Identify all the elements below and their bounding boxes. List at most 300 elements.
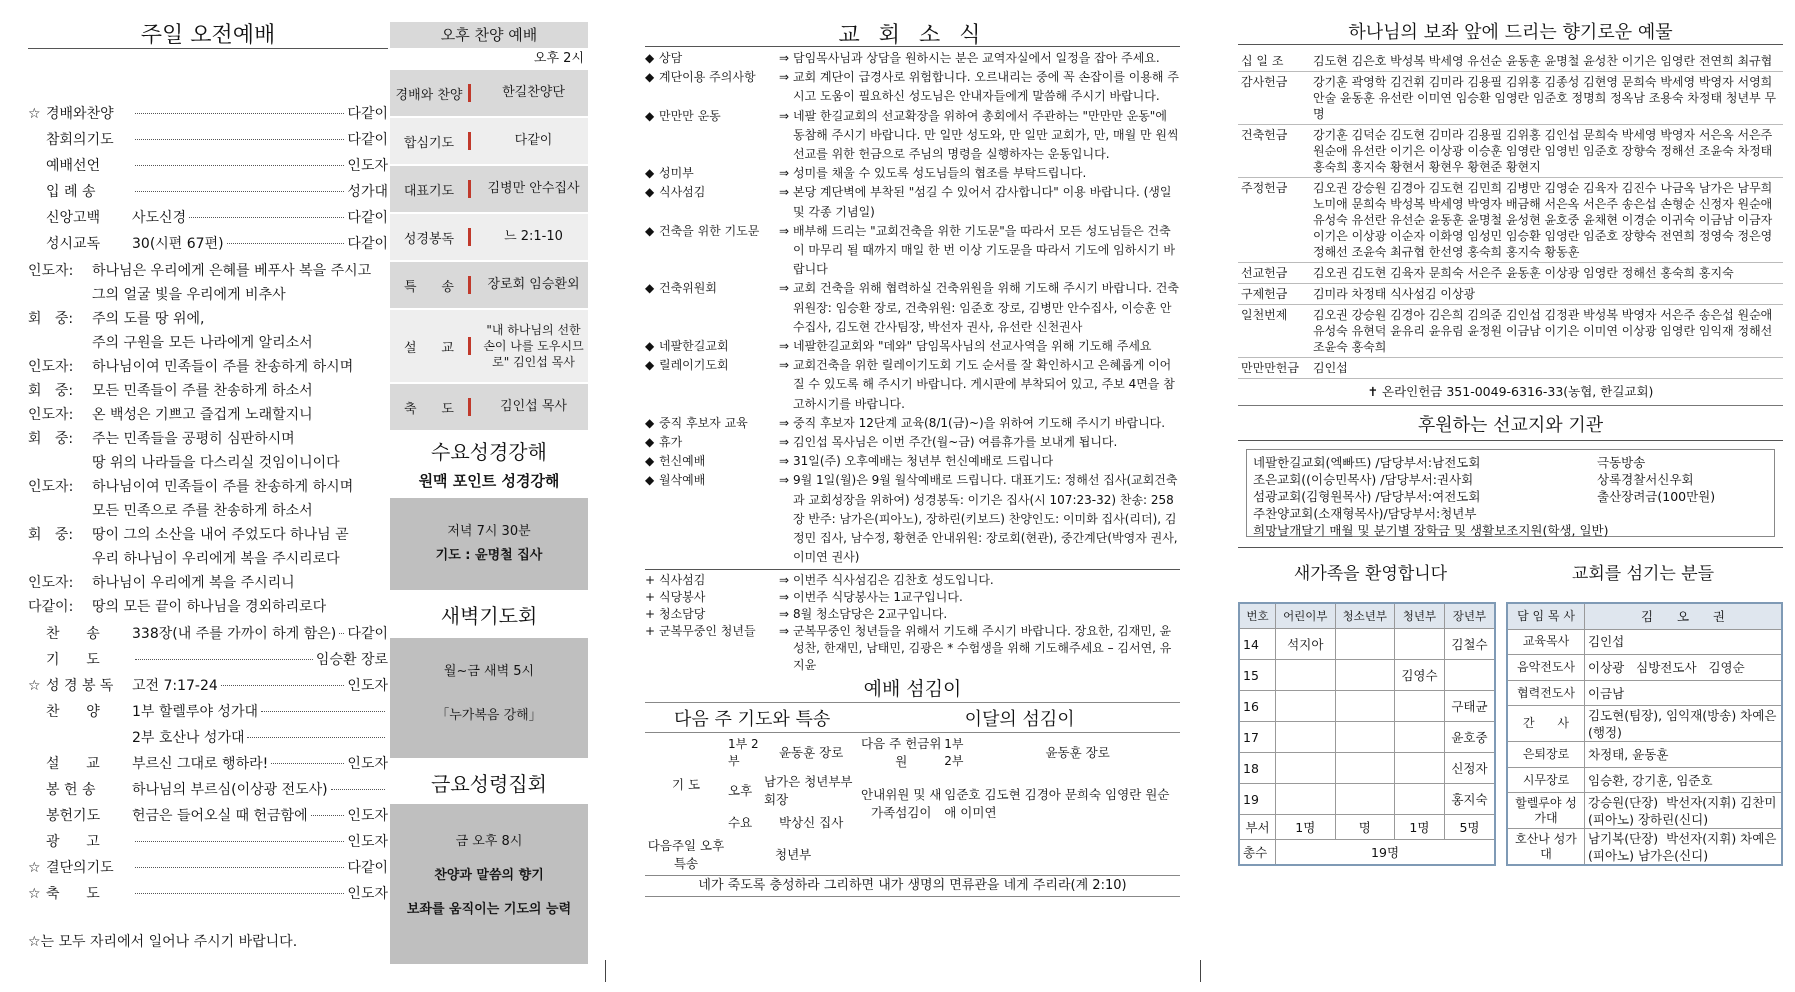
reading-text: 하나님이여 민족들이 주를 찬송하게 하시며 — [92, 479, 354, 495]
reading-line — [28, 331, 388, 355]
reading-speaker: 인도자: — [28, 359, 74, 375]
offering-row — [1238, 125, 1783, 178]
news-item — [645, 183, 1180, 221]
reading-line — [28, 307, 388, 331]
column-separator — [605, 960, 606, 982]
order-leader: 인도자 — [347, 158, 388, 174]
staff-row — [1507, 680, 1782, 706]
wed-box — [390, 498, 588, 590]
order-row — [28, 675, 388, 701]
fri-subtitle2: 보좌를 움직이는 기도의 능력 — [406, 902, 572, 917]
offering-row — [1238, 358, 1783, 379]
order-value: 338장(내 주를 가까이 하게 함은) — [132, 626, 337, 642]
offering-panel — [1238, 18, 1783, 958]
news-bullet: ◆ — [645, 185, 655, 200]
news-text: 중직 후보자 12단계 교육(8/1(금)~)을 위하여 기도해 주시기 바랍니다. — [793, 415, 1166, 430]
reading-text: 하나님이여 민족들이 주를 찬송하게 하시며 — [92, 359, 354, 375]
leader-dots — [135, 191, 344, 192]
prayer-name: 남가은 청년부부회장 — [764, 774, 853, 808]
table-row — [1239, 784, 1495, 815]
reading-text: 우리 하나님이 우리에게 복을 주시리로다 — [92, 551, 340, 567]
order-label: 성 경 봉 독 — [46, 678, 114, 694]
afternoon-label: 축 도 — [404, 401, 454, 417]
order-leader: 인도자 — [347, 886, 388, 902]
staff-names: 임승환, 강기훈, 임준호 — [1585, 767, 1783, 793]
order-leader: 임승환 장로 — [315, 652, 388, 668]
news-topic: 네팔한길교회 — [659, 339, 729, 354]
table-cell — [1276, 722, 1335, 753]
news-text: 9월 1일(월)은 9월 월삭예배로 드립니다. 대표기도: 정해선 집사(교회건축과 교회성장을 위하여) 성경봉독: 이기은 집사(시 107:23-32) 찬송: 258장 반주: 남가은(피아노), 장하린(키보드) 찬양인도: 이미화 집사(리더), 김정민 집사, 남수정, 황현준 안내위원: 장로회(현관), 중간계단(박영자 권사, 이미연 권사) — [793, 473, 1178, 565]
arrow-icon: ⇒ — [779, 590, 790, 605]
order-label: 찬 양 — [46, 704, 100, 720]
leader-dots — [221, 685, 345, 686]
table-cell: 5명 — [1444, 815, 1495, 840]
offering-type: 일천번제 — [1238, 305, 1310, 358]
reading-speaker: 다같이: — [28, 599, 74, 615]
order-leader: 다같이 — [347, 860, 388, 876]
table-row — [1239, 722, 1495, 753]
afternoon-label: 경배와 찬양 — [395, 87, 463, 103]
order-value: 사도신경 — [132, 210, 187, 226]
offering-type: 십 일 조 — [1238, 51, 1310, 72]
order-label: 경배와찬양 — [46, 106, 114, 122]
order-label: 축 도 — [46, 886, 100, 902]
offering-names: 김오권 김도현 김육자 문희숙 서은주 윤동훈 이상광 임영란 정해선 홍숙희 홍지숙 — [1310, 263, 1783, 284]
dawn-box — [390, 638, 588, 758]
reading-speaker: 인도자: — [28, 263, 74, 279]
afternoon-label: 특 송 — [404, 279, 454, 295]
offering-type: 건축헌금 — [1238, 125, 1310, 178]
staff-row — [1507, 793, 1782, 829]
fri-time: 금 오후 8시 — [455, 834, 523, 849]
afternoon-row — [390, 118, 588, 164]
order-value: 헌금은 들어오실 때 헌금함에 — [132, 808, 308, 824]
order-row — [28, 155, 388, 181]
staff-names: 이금남 — [1585, 680, 1783, 706]
news-bullet: ◆ — [645, 281, 655, 296]
leader-dots — [331, 789, 385, 790]
staff-names: 김인섭 — [1585, 629, 1783, 655]
column-header: 번호 — [1239, 603, 1276, 629]
mission-item: 출산장려금(100만원) — [1597, 489, 1716, 504]
news-bullet: ◆ — [645, 339, 655, 354]
order-label: 광 고 — [46, 834, 100, 850]
leader-dots — [189, 217, 344, 218]
reading-text: 주는 민족들을 공평히 심판하시며 — [92, 431, 295, 447]
table-cell: 1명 — [1394, 815, 1444, 840]
reading-text: 땅의 모든 끝이 하나님을 경외하리로다 — [92, 599, 327, 615]
afternoon-label: 설 교 — [404, 340, 454, 356]
news-topic: 식사섬김 — [659, 573, 706, 588]
news-text: 배부해 드리는 "교회건축을 위한 기도문"을 따라서 모든 성도님들은 건축이 마무리 될 때까지 매일 한 번 이상 기도문을 따라서 기도에 임하시기 바랍니다 — [793, 223, 1175, 277]
arrow-icon: ⇒ — [779, 473, 790, 488]
order-leader: 다같이 — [347, 236, 388, 252]
afternoon-value: 김병만 안수집사 — [487, 181, 580, 196]
table-cell: 1명 — [1276, 815, 1335, 840]
news-list-2 — [645, 572, 1180, 674]
leader-dots — [271, 763, 344, 764]
offering-type: 감사헌금 — [1238, 72, 1310, 125]
afternoon-label: 합심기도 — [403, 135, 455, 151]
order-row — [28, 181, 388, 207]
leader-dots — [135, 113, 344, 114]
order-label: 결단의기도 — [46, 860, 114, 876]
news-bullet: ◆ — [645, 51, 655, 65]
special-name: 청년부 — [775, 847, 812, 863]
order-value: 1부 할렐루야 성가대 — [132, 704, 258, 720]
serve-title: 예배 섬김이 — [863, 678, 962, 701]
news-list — [645, 49, 1180, 567]
news-item — [645, 49, 1180, 68]
news-topic: 릴레이기도회 — [659, 358, 729, 373]
table-cell — [1335, 691, 1394, 722]
table-cell — [1335, 660, 1394, 691]
order-row — [28, 779, 388, 805]
news-bullet: + — [645, 573, 656, 588]
order-mark: ☆ — [28, 106, 41, 122]
offering-row — [1238, 72, 1783, 125]
arrow-icon: ⇒ — [779, 454, 790, 469]
news-text: 이번주 식당봉사는 1교구입니다. — [793, 590, 963, 605]
arrow-icon: ⇒ — [779, 435, 790, 450]
staff-role: 교육목사 — [1507, 629, 1585, 655]
news-text: 본당 계단벽에 부착된 "섬길 수 있어서 감사합니다" 이용 바랍니다. (생일 및 각종 기념일) — [793, 185, 1172, 219]
afternoon-value: "내 하나님의 선한 손이 나를 도우시므로" 김인섭 목사 — [483, 323, 584, 369]
staff-row — [1507, 829, 1782, 865]
leader-dots — [135, 139, 344, 140]
verse: 네가 죽도록 충성하라 그리하면 내가 생명의 면류관을 네게 주리라(계 2:10) — [645, 875, 1180, 897]
table-cell: 윤호중 — [1444, 722, 1495, 753]
order-row — [28, 623, 388, 649]
divider — [645, 569, 1180, 570]
afternoon-label: 성경봉독 — [403, 231, 455, 247]
table-cell: 김영수 — [1394, 660, 1444, 691]
staff-names: 김도현(팀장), 임익재(방송) 차예은(행정) — [1585, 706, 1783, 742]
staff-role: 은퇴장로 — [1507, 742, 1585, 768]
offering-row — [1238, 305, 1783, 358]
news-item — [645, 279, 1180, 337]
news-bullet: ◆ — [645, 358, 655, 373]
news-bullet: ◆ — [645, 454, 655, 469]
mission-box — [1246, 449, 1775, 537]
table-header — [1239, 603, 1495, 629]
arrow-icon: ⇒ — [779, 415, 790, 430]
staff-role: 협력전도사 — [1507, 680, 1585, 706]
reading-line — [28, 451, 388, 475]
table-cell: 총수 — [1239, 840, 1276, 866]
table-cell: 신정자 — [1444, 753, 1495, 784]
offer-name: 윤동훈 장로 — [1045, 745, 1110, 761]
divider-bar — [468, 337, 471, 355]
arrow-icon: ⇒ — [779, 166, 790, 181]
news-bullet: ◆ — [645, 223, 655, 238]
arrow-icon: ⇒ — [779, 573, 790, 588]
order-row — [28, 207, 388, 233]
staff-row — [1507, 629, 1782, 655]
staff-names: 차정태, 윤동훈 — [1585, 742, 1783, 768]
arrow-icon: ⇒ — [779, 281, 790, 296]
order-leader: 다같이 — [347, 132, 388, 148]
afternoon-value: 김인섭 목사 — [500, 399, 567, 414]
order-label: 신앙고백 — [46, 210, 101, 226]
wed-prayer: 기도 : 윤명철 집사 — [435, 548, 543, 563]
afternoon-value: 장로회 임승환외 — [487, 277, 580, 292]
leader-dots — [135, 165, 344, 166]
divider-bar — [468, 84, 471, 102]
divider — [1238, 44, 1783, 45]
news-topic: 휴가 — [659, 435, 683, 450]
reading-speaker: 인도자: — [28, 479, 74, 495]
order-leader: 다같이 — [347, 626, 388, 642]
order-value: 부르신 그대로 행하라! — [132, 756, 269, 772]
news-item — [645, 414, 1180, 433]
order-row — [28, 649, 388, 675]
order-row — [28, 727, 388, 753]
afternoon-time: 오후 2시 — [533, 51, 584, 66]
afternoon-sidebar — [390, 22, 588, 960]
news-topic: 월삭예배 — [659, 473, 706, 488]
news-bullet: ◆ — [645, 166, 655, 181]
afternoon-row — [390, 70, 588, 116]
afternoon-value: 느 2:1-10 — [504, 229, 563, 244]
news-text: 교회 건축을 위해 협력하실 건축위원을 위해 기도해 주시기 바랍니다. 건축위원장: 임승환 장로, 건축위원: 임준호 장로, 김병만 안수집사, 이승훈 안수집사, 김도현 간사팀장, 박선자 권사, 유선란 신천권사 — [793, 281, 1179, 334]
reading-line — [28, 427, 388, 451]
mission-item: 상록경찰서신우회 — [1597, 472, 1694, 487]
prayer-name: 윤동훈 장로 — [778, 745, 844, 761]
reading-text: 하나님은 우리에게 은혜를 베푸사 복을 주시고 — [92, 263, 372, 279]
reading-line — [28, 595, 388, 619]
dawn-time: 월~금 새벽 5시 — [443, 664, 535, 679]
online-offering: ✝ 온라인헌금 351-0049-6316-33(농협, 한길교회) — [1238, 379, 1783, 406]
news-bullet: ◆ — [645, 108, 655, 123]
order-value: 30(시편 67편) — [132, 236, 224, 252]
newcomers-table — [1238, 602, 1496, 866]
subtotal-row — [1239, 815, 1495, 840]
news-bullet: + — [645, 590, 656, 605]
staff-names: 이상광 심방전도사 김영순 — [1585, 655, 1783, 681]
arrow-icon: ⇒ — [779, 108, 790, 123]
news-topic: 청소담당 — [659, 607, 706, 622]
offering-table — [1238, 51, 1783, 379]
table-cell — [1276, 753, 1335, 784]
news-topic: 중직 후보자 교육 — [659, 415, 748, 430]
mission-item: 극동방송 — [1597, 455, 1646, 470]
table-cell — [1444, 660, 1495, 691]
afternoon-value: 다같이 — [514, 133, 553, 148]
order-leader: 인도자 — [347, 756, 388, 772]
arrow-icon: ⇒ — [779, 70, 790, 85]
leader-dots — [247, 737, 385, 738]
responsive-reading — [28, 259, 388, 619]
reading-speaker: 인도자: — [28, 407, 74, 423]
mission-item: 섬광교회(김형원목사) /담당부서:여전도회 — [1253, 489, 1481, 504]
staff-row — [1507, 603, 1782, 629]
table-cell: 홍지숙 — [1444, 784, 1495, 815]
offer-label: 다음 주 헌금위원 — [861, 736, 942, 770]
news-title: 교 회 소 식 — [838, 23, 987, 48]
prayer-label: 기 도 — [671, 777, 701, 793]
afternoon-row — [390, 214, 588, 260]
news-item — [645, 222, 1180, 280]
offering-names: 김미라 차정태 식사섬김 이상광 — [1310, 284, 1783, 305]
news-bullet: ◆ — [645, 415, 655, 430]
order-label: 입 례 송 — [46, 184, 96, 200]
order-leader: 인도자 — [347, 834, 388, 850]
mission-item: 주찬양교회(소재형목사)/담당부서:청년부 — [1253, 506, 1477, 521]
dawn-title: 새벽기도회 — [440, 604, 538, 628]
wed-time: 저녁 7시 30분 — [447, 524, 531, 539]
news-topic: 성미부 — [659, 166, 694, 181]
table-cell: 19 — [1239, 784, 1276, 815]
offering-type: 구제헌금 — [1238, 284, 1310, 305]
table-cell: 16 — [1239, 691, 1276, 722]
offering-names: 김인섭 — [1310, 358, 1783, 379]
offering-type: 주정헌금 — [1238, 178, 1310, 263]
news-text: 군복무중인 청년들을 위해서 기도해 주시기 바랍니다. 장요한, 김재민, 윤성찬, 한재민, 남태민, 김광은 * 수험생을 위해 기도해주세요 – 김서연, 유지윤 — [793, 624, 1172, 673]
news-text: 네팔 한길교회의 선교확장을 위하여 총회에서 주관하는 "만만만 운동"에 동참해 주시기 바랍니다. 만 일만 성도와, 만 일만 교회가, 만, 매월 만 원씩 선교를 위한 헌금으로 주님의 명령을 실행하자는 운동입니다. — [793, 108, 1179, 162]
arrow-icon: ⇒ — [779, 185, 790, 200]
afternoon-row — [390, 384, 588, 430]
table-cell — [1276, 691, 1335, 722]
prayer-part: 수요 — [728, 815, 753, 831]
news-bullet: ◆ — [645, 70, 655, 85]
table-row — [1239, 660, 1495, 691]
news-item — [645, 452, 1180, 471]
reading-speaker: 회 중: — [28, 431, 74, 447]
news-item — [645, 107, 1180, 165]
leader-dots — [311, 815, 345, 816]
news-item — [645, 623, 1180, 674]
table-cell — [1335, 629, 1394, 660]
table-cell — [1335, 753, 1394, 784]
church-news-panel — [645, 18, 1180, 958]
leader-dots — [135, 893, 344, 894]
month-title: 이달의 섬김이 — [859, 703, 1180, 733]
order-leader: 다같이 — [347, 210, 388, 226]
table-cell — [1394, 784, 1444, 815]
offering-row — [1238, 284, 1783, 305]
table-row — [1239, 753, 1495, 784]
staff-role: 간 사 — [1507, 706, 1585, 742]
divider-bar — [468, 228, 471, 246]
afternoon-label: 대표기도 — [403, 183, 455, 199]
leader-dots — [339, 633, 344, 634]
news-text: 성미를 채울 수 있도록 성도님들의 협조를 부탁드립니다. — [793, 166, 1087, 181]
news-item — [645, 356, 1180, 414]
usher-label: 안내위원 및 새가족섬김이 — [861, 787, 942, 821]
reading-line — [28, 259, 388, 283]
order-value: 하나님의 부르심(이상광 전도사) — [132, 782, 328, 798]
staff-role: 할렐루야 성가대 — [1507, 793, 1585, 829]
divider-bar — [468, 398, 471, 416]
order-mark: ☆ — [28, 678, 41, 694]
mission-scholarship: 희망날개달기 매월 및 분기별 장학금 및 생활보조지원(학생, 일반) — [1253, 523, 1609, 538]
news-text: 교회건축을 위한 릴레이기도회 기도 순서를 잘 확인하시고 은혜롭게 이어질 수 있도록 해 주시기 바랍니다. 게시판에 부착되어 있고, 주보 4면을 참고하시기를 바랍니다. — [793, 358, 1175, 411]
order-label: 예배선언 — [46, 158, 101, 174]
order-label: 찬 송 — [46, 626, 100, 642]
news-item — [645, 68, 1180, 106]
news-item — [645, 572, 1180, 589]
order-leader: 성가대 — [347, 184, 388, 200]
offering-row — [1238, 178, 1783, 263]
news-topic: 식당봉사 — [659, 590, 706, 605]
reading-text: 모든 민족으로 주를 찬송하게 하소서 — [92, 503, 313, 519]
offer-part: 1부 2부 — [944, 737, 964, 769]
order-value: 2부 호산나 성가대 — [132, 730, 245, 746]
reading-line — [28, 547, 388, 571]
order-leader: 다같이 — [347, 106, 388, 122]
news-topic: 군복무중인 청년들 — [659, 624, 756, 639]
reading-speaker: 회 중: — [28, 311, 74, 327]
leader-dots — [135, 841, 344, 842]
news-item — [645, 164, 1180, 183]
column-header: 청년부 — [1394, 603, 1444, 629]
news-bullet: + — [645, 624, 656, 639]
table-cell: 김철수 — [1444, 629, 1495, 660]
column-header: 청소년부 — [1335, 603, 1394, 629]
arrow-icon: ⇒ — [779, 358, 790, 373]
reading-speaker: 인도자: — [28, 575, 74, 591]
usher-names: 임준호 김도현 김경아 문희숙 임영란 원순애 이미연 — [944, 787, 1170, 821]
column-header: 장년부 — [1444, 603, 1495, 629]
afternoon-title: 오후 찬양 예배 — [390, 22, 588, 48]
news-bullet: + — [645, 607, 656, 622]
staff-role: 시무장로 — [1507, 767, 1585, 793]
table-cell — [1335, 722, 1394, 753]
staff-role: 음악전도사 — [1507, 655, 1585, 681]
mission-title: 후원하는 선교지와 기관 — [1417, 415, 1604, 436]
order-leader: 인도자 — [347, 678, 388, 694]
order-row — [28, 129, 388, 155]
news-text: 김인섭 목사님은 이번 주간(월~금) 여름휴가를 보내게 됩니다. — [793, 435, 1118, 450]
table-cell: 15 — [1239, 660, 1276, 691]
news-text: 이번주 식사섬김은 김찬호 성도입니다. — [793, 573, 994, 588]
standing-footnote: ☆는 모두 자리에서 일어나 주시기 바랍니다. — [28, 934, 298, 950]
staff-row — [1507, 655, 1782, 681]
afternoon-row — [390, 310, 588, 382]
wed-title: 수요성경강해 — [431, 440, 547, 464]
prayer-name: 박상신 집사 — [778, 815, 844, 831]
reading-text: 주의 도를 땅 위에, — [92, 311, 205, 327]
afternoon-row — [390, 262, 588, 308]
dawn-subtitle: 「누가복음 강해」 — [436, 708, 542, 723]
order-row — [28, 805, 388, 831]
divider-bar — [468, 276, 471, 294]
order-label: 봉 헌 송 — [46, 782, 96, 798]
order-value: 고전 7:17-24 — [132, 678, 218, 694]
staff-title: 교회를 섬기는 분들 — [1571, 563, 1715, 584]
reading-line — [28, 571, 388, 595]
leader-dots — [227, 243, 345, 244]
order-mark: ☆ — [28, 886, 41, 902]
table-row — [1239, 691, 1495, 722]
wed-subtitle: 원맥 포인트 성경강해 — [418, 472, 560, 490]
table-cell: 19명 — [1276, 840, 1495, 866]
leader-dots — [261, 711, 385, 712]
offering-names: 강기훈 김덕순 김도현 김미라 김용필 김위홍 김인섭 문희숙 박세영 박영자 서은옥 서은주 원순애 유선란 이기은 이상광 이승훈 임영란 임영빈 임준호 장향숙 정해선 조윤숙 차정태 홍숙희 홍지숙 황현서 황현우 황현준 황현지 — [1310, 125, 1783, 178]
fri-box — [390, 804, 588, 964]
news-text: 네팔한길교회와 "데와" 담임목사님의 선교사역을 위해 기도해 주세요 — [793, 339, 1152, 354]
table-cell — [1394, 691, 1444, 722]
order-mark: ☆ — [28, 860, 41, 876]
news-topic: 헌신예배 — [659, 454, 706, 469]
column-separator — [1200, 960, 1201, 982]
news-bullet: ◆ — [645, 435, 655, 450]
news-topic: 만만만 운동 — [659, 108, 721, 123]
table-cell — [1394, 629, 1444, 660]
news-text: 31일(주) 오후예배는 청년부 헌신예배로 드립니다 — [793, 454, 1054, 469]
offering-names: 김도현 김은호 박성복 박세영 유선순 윤동훈 윤명철 윤성찬 이기은 임영란 전연희 최규협 — [1310, 51, 1783, 72]
